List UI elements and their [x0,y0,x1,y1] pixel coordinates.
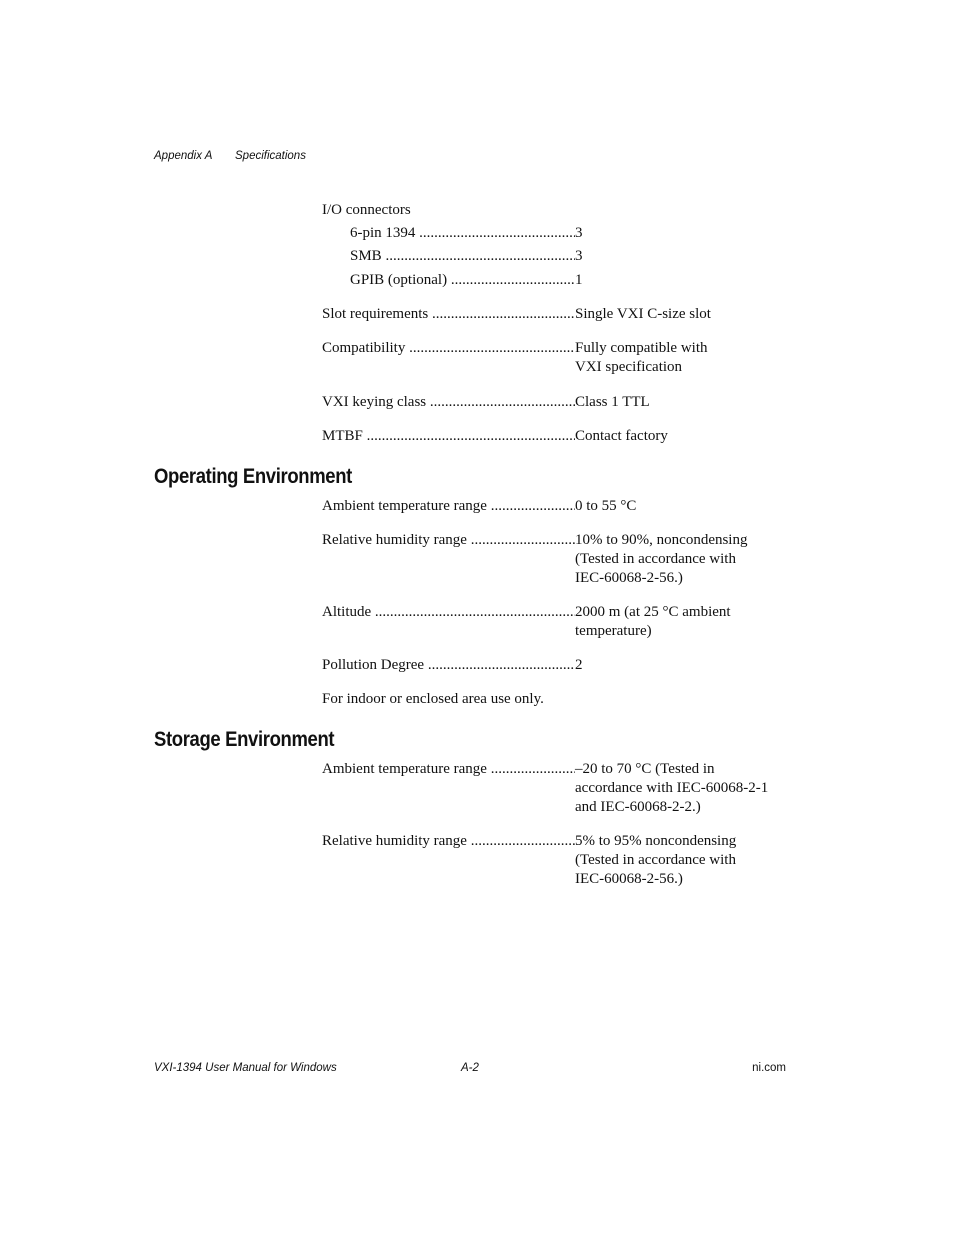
spec-row-smb [350,247,792,266]
spec-label: 6-pin 1394 ..... [350,224,575,243]
spec-value: –20 to 70 °C (Tested in [575,761,715,777]
spec-value: Contact factory [575,428,668,444]
spec-value: 3 [575,225,583,241]
spec-row-keying [322,393,792,412]
spec-value: 5% to 95% noncondensing [575,833,737,849]
spec-value: Class 1 TTL [575,394,650,410]
spec-label: VXI keying class ..... [322,393,575,412]
spec-value: 10% to 90%, noncondensing [575,532,748,548]
indoor-use-note: For indoor or enclosed area use only. [322,691,544,707]
header-chapter: Specifications [235,150,306,162]
footer-manual-title: VXI-1394 User Manual for Windows [154,1062,337,1074]
spec-value: 1 [575,272,583,288]
spec-label: Pollution Degree ..... [322,656,575,675]
section-heading-storage: Storage Environment [154,728,335,751]
spec-value-continued: accordance with IEC-60068-2-1 [575,780,769,796]
spec-label: Relative humidity range ..... [322,531,575,550]
spec-value: 2000 m (at 25 °C ambient [575,604,731,620]
spec-value-continued: temperature) [575,623,652,639]
spec-value-continued: and IEC-60068-2-2.) [575,799,701,815]
spec-value: Fully compatible with [575,340,708,356]
spec-label: MTBF ..... [322,427,575,446]
spec-row-pollution [322,656,792,675]
spec-label: Altitude ..... [322,603,575,622]
spec-row-6pin [350,224,792,243]
spec-label: Slot requirements ..... [322,305,575,324]
spec-row-mtbf [322,427,792,446]
section-heading-operating: Operating Environment [154,465,352,488]
spec-label: Compatibility ..... [322,339,575,358]
header-appendix: Appendix A [154,150,213,162]
spec-value-continued: (Tested in accordance with [575,852,736,868]
spec-row-compatibility [322,339,792,358]
spec-label: Ambient temperature range ..... [322,760,575,779]
spec-label: Ambient temperature range ..... [322,497,575,516]
footer-page-number: A-2 [461,1062,479,1074]
io-connectors-title: I/O connectors [322,202,411,218]
spec-value-continued: IEC-60068-2-56.) [575,570,683,586]
spec-row-altitude [322,603,792,622]
spec-value: 3 [575,248,583,264]
spec-label: GPIB (optional) ..... [350,271,575,290]
spec-row-st-temp [322,760,792,779]
spec-value: 0 to 55 °C [575,498,637,514]
spec-row-op-temp [322,497,792,516]
spec-row-slot [322,305,792,324]
spec-value: Single VXI C-size slot [575,306,711,322]
spec-value: 2 [575,657,583,673]
spec-value-continued: VXI specification [575,359,683,375]
spec-label: SMB ..... [350,247,575,266]
spec-value-continued: IEC-60068-2-56.) [575,871,683,887]
spec-row-op-humidity [322,531,792,550]
footer-site-link[interactable]: ni.com [752,1062,786,1074]
spec-label: Relative humidity range ..... [322,832,575,851]
spec-row-gpib [350,271,792,290]
spec-row-st-humidity [322,832,792,851]
spec-value-continued: (Tested in accordance with [575,551,736,567]
